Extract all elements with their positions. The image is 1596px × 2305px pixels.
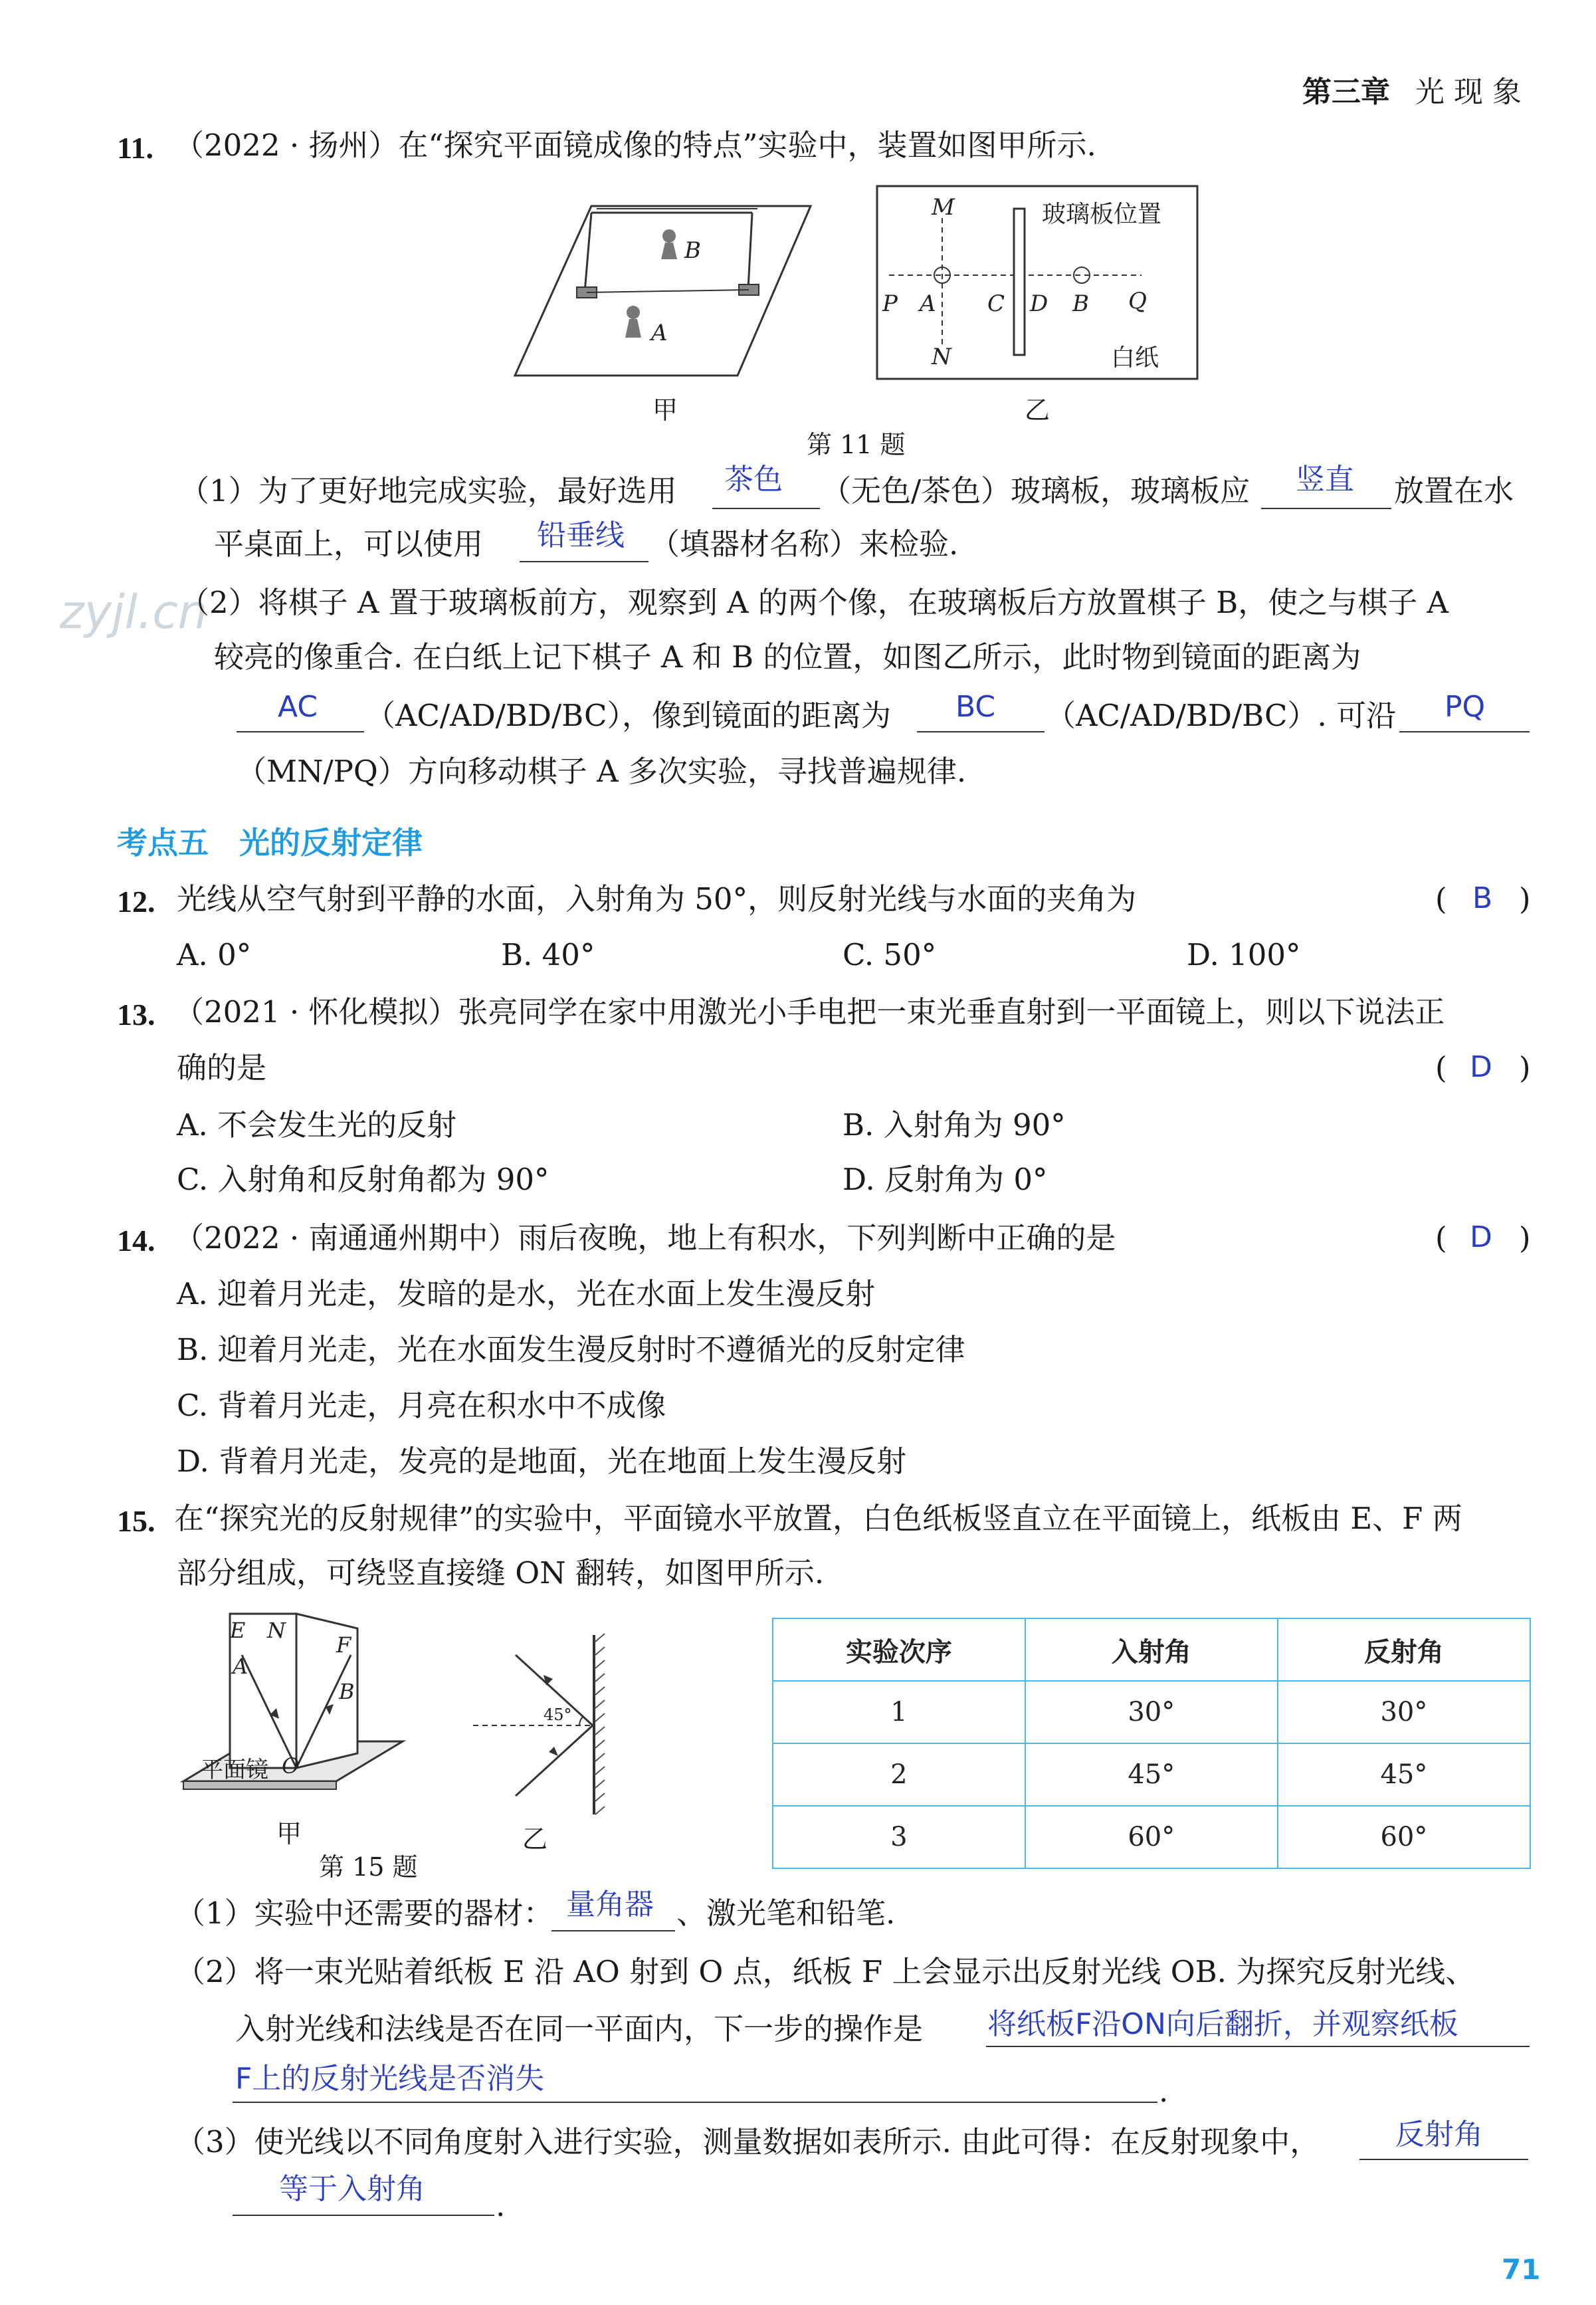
q15-p2-end: .: [1159, 2074, 1169, 2109]
q14-option-c: C. 背着月光走，月亮在积水中不成像: [177, 1388, 666, 1423]
q15-number: 15.: [117, 1504, 155, 1538]
table-cell: 1: [773, 1681, 1025, 1743]
table-cell: 2: [773, 1743, 1025, 1806]
fig-yi-b: B: [1072, 290, 1089, 317]
q13-option-d: D. 反射角为 0°: [843, 1162, 1048, 1197]
fig15-b: B: [339, 1679, 355, 1704]
q14-paren-right: ): [1519, 1220, 1531, 1256]
q15-fig-caption: 第 15 题: [319, 1852, 418, 1882]
q11-number: 11.: [117, 131, 153, 165]
fig15-yi-angle: 45°: [544, 1705, 572, 1724]
q11-p1-ans1: 茶色: [724, 463, 783, 496]
q11-p2-line2: 较亮的像重合. 在白纸上记下棋子 A 和 B 的位置，如图乙所示，此时物到镜面的距离为: [214, 639, 1361, 675]
watermark: zyjl.cn: [60, 585, 208, 639]
fig15-mirror: 平面镜: [201, 1757, 268, 1783]
chapter-label: 第三章: [1302, 75, 1390, 109]
q15-p2-ans-b: F上的反射光线是否消失: [235, 2062, 545, 2096]
table-cell: 45°: [1278, 1743, 1530, 1806]
q11-stem: （2022 · 扬州）在“探究平面镜成像的特点”实验中，装置如图甲所示.: [174, 128, 1096, 163]
q11-p2-ans2: BC: [955, 690, 996, 724]
q15-figure-jia: [163, 1608, 416, 1804]
fig-yi-paper: 白纸: [1111, 344, 1159, 372]
q14-paren-left: (: [1435, 1220, 1447, 1256]
q15-p2-ans-a: 将纸板F沿ON向后翻折，并观察纸板: [987, 2007, 1458, 2041]
table-header: 反射角: [1278, 1618, 1530, 1681]
q11-fig-caption: 第 11 题: [807, 430, 906, 459]
q14-option-d: D. 背着月光走，发亮的是地面，光在地面上发生漫反射: [177, 1444, 907, 1479]
q12-number: 12.: [117, 885, 155, 919]
q11-p1-line2-pre: 平桌面上，可以使用: [214, 526, 484, 562]
q15-stem-line2: 部分组成，可绕竖直接缝 ON 翻转，如图甲所示.: [177, 1555, 825, 1591]
fig-yi-d: D: [1030, 290, 1048, 317]
q15-data-table: [772, 1618, 1531, 1869]
fig15-f: F: [336, 1632, 351, 1658]
section-title: 考点五 光的反射定律: [117, 825, 423, 861]
q15-p1-post: 、激光笔和铅笔.: [676, 1896, 896, 1931]
q11-p1-mid: （无色/茶色）玻璃板，玻璃板应: [821, 473, 1250, 508]
table-cell: 30°: [1278, 1681, 1530, 1743]
fig15-a: A: [233, 1654, 249, 1679]
q11-p2-ans1: AC: [278, 690, 318, 724]
fig-yi-glass: 玻璃板位置: [1042, 201, 1162, 228]
table-cell: 3: [773, 1806, 1025, 1868]
table-cell: 45°: [1025, 1743, 1278, 1806]
q11-p1-ans2: 竖直: [1296, 463, 1354, 496]
q11-p2-line1: （2）将棋子 A 置于玻璃板前方，观察到 A 的两个像，在玻璃板后方放置棋子 B，使之与棋子 A: [179, 585, 1449, 620]
fig15-e: E: [230, 1618, 246, 1643]
chapter-title: 光 现 象: [1415, 75, 1522, 109]
q15-p1-pre: （1）实验中还需要的器材：: [175, 1896, 553, 1931]
q11-p2-line4: （MN/PQ）方向移动棋子 A 多次实验，寻找普遍规律.: [237, 754, 967, 789]
fig15-o: O: [282, 1753, 300, 1779]
q11-p1-post: 放置在水: [1394, 473, 1514, 508]
q13-stem-line2: 确的是: [177, 1050, 267, 1085]
q14-option-b: B. 迎着月光走，光在水面发生漫反射时不遵循光的反射定律: [177, 1332, 965, 1367]
q12-option-c: C. 50°: [843, 937, 937, 972]
q11-p1-pre: （1）为了更好地完成实验，最好选用: [179, 473, 677, 508]
q14-number: 14.: [117, 1224, 155, 1258]
q12-option-a: A. 0°: [177, 937, 252, 972]
q11-p1-ans3: 铅垂线: [537, 518, 625, 552]
q11-p2-opt2: （AC/AD/BD/BC）. 可沿: [1046, 698, 1397, 733]
q11-p2-ans3: PQ: [1445, 690, 1486, 724]
q13-option-c: C. 入射角和反射角都为 90°: [177, 1162, 549, 1197]
fig15-n: N: [267, 1618, 286, 1643]
fig-yi-m: M: [932, 194, 955, 221]
q12-paren-left: (: [1435, 881, 1447, 917]
q13-answer: D: [1470, 1050, 1492, 1084]
page-number: 71: [1502, 2253, 1541, 2286]
fig-jia-label-b: B: [684, 237, 701, 264]
fig-yi-n: N: [932, 344, 951, 370]
q15-p3-pre: （3）使光线以不同角度射入进行实验，测量数据如表所示. 由此可得：在反射现象中，: [175, 2124, 1320, 2159]
fig-jia-label-a: A: [651, 320, 668, 346]
fig-jia-caption: 甲: [652, 395, 678, 425]
q13-paren-left: (: [1435, 1050, 1447, 1085]
q11-p2-opt1: （AC/AD/BD/BC），像到镜面的距离为: [365, 698, 891, 733]
q13-stem-line1: （2021 · 怀化模拟）张亮同学在家中用激光小手电把一束光垂直射到一平面镜上，则以下说法正: [174, 994, 1445, 1030]
q13-number: 13.: [117, 998, 155, 1032]
table-cell: 60°: [1278, 1806, 1530, 1868]
table-cell: 60°: [1025, 1806, 1278, 1868]
q15-p1-ans: 量角器: [566, 1888, 654, 1921]
q12-option-b: B. 40°: [501, 937, 595, 972]
q15-p2-line1: （2）将一束光贴着纸板 E 沿 AO 射到 O 点，纸板 F 上会显示出反射光线 OB. 为探究反射光线、: [175, 1954, 1476, 1989]
fig15-jia-caption: 甲: [276, 1819, 302, 1848]
table-header: 入射角: [1025, 1618, 1278, 1681]
q12-paren-right: ): [1519, 881, 1531, 917]
fig15-yi-caption: 乙: [522, 1824, 548, 1854]
q11-figure-yi: [876, 185, 1200, 387]
fig-yi-caption: 乙: [1025, 395, 1050, 425]
q14-option-a: A. 迎着月光走，发暗的是水，光在水面上发生漫反射: [177, 1276, 876, 1311]
fig-yi-q: Q: [1128, 288, 1147, 314]
q11-p1-line2-post: （填器材名称）来检验.: [650, 526, 959, 562]
table-cell: 30°: [1025, 1681, 1278, 1743]
q15-figure-yi: [469, 1628, 615, 1824]
q11-figure-jia: [512, 193, 817, 395]
q14-stem: （2022 · 南通通州期中）雨后夜晚，地上有积水，下列判断中正确的是: [174, 1220, 1116, 1256]
q14-answer: D: [1470, 1220, 1492, 1254]
fig-yi-a: A: [920, 290, 936, 317]
q12-option-d: D. 100°: [1187, 937, 1301, 972]
q15-p3-ans-a: 反射角: [1395, 2118, 1483, 2151]
q15-p3-end: .: [496, 2188, 506, 2223]
q15-stem-line1: 在“探究光的反射规律”的实验中，平面镜水平放置，白色纸板竖直立在平面镜上，纸板由 E、F 两: [174, 1501, 1462, 1536]
fig-yi-c: C: [987, 290, 1005, 317]
q13-option-a: A. 不会发生光的反射: [177, 1107, 457, 1143]
q13-option-b: B. 入射角为 90°: [843, 1107, 1066, 1143]
q12-answer: B: [1472, 881, 1493, 915]
q15-p3-ans-b: 等于入射角: [279, 2172, 425, 2206]
table-header: 实验次序: [773, 1618, 1025, 1681]
q12-stem: 光线从空气射到平静的水面，入射角为 50°，则反射光线与水面的夹角为: [177, 881, 1137, 917]
q15-p2-line2-pre: 入射光线和法线是否在同一平面内，下一步的操作是: [235, 2011, 924, 2046]
fig-yi-p: P: [882, 290, 898, 317]
q13-paren-right: ): [1519, 1050, 1531, 1085]
